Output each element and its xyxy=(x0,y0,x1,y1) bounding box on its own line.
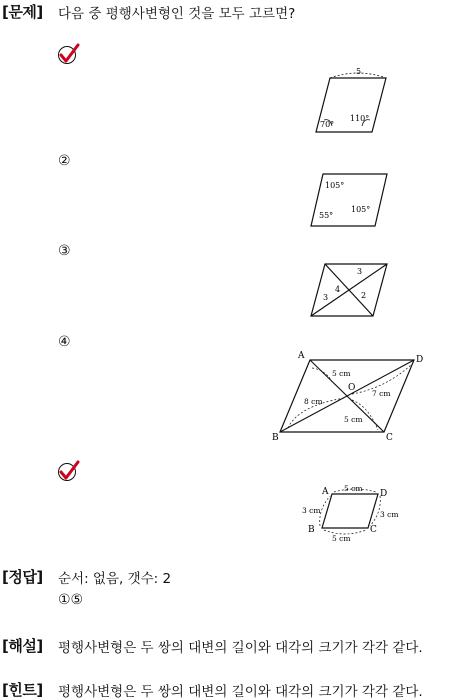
option-5-checkmark[interactable] xyxy=(58,463,76,481)
option-1-checkmark[interactable] xyxy=(58,46,76,64)
option-2-quadrilateral-figure xyxy=(305,168,395,232)
explanation-text: 평행사변형은 두 쌍의 대변의 길이와 대각의 크기가 각각 같다. xyxy=(58,640,423,656)
option-3-label-c: 3 xyxy=(323,293,329,302)
option-4-label-ao: 5 cm xyxy=(332,369,351,378)
option-4-vertex-c: C xyxy=(386,433,393,443)
option-1-angle-right: 110° xyxy=(350,114,370,123)
option-4-center-o: O xyxy=(348,383,356,393)
option-4-vertex-b: B xyxy=(272,433,279,443)
check-icon xyxy=(57,460,81,484)
option-1-angle-left: 70° xyxy=(320,120,335,129)
option-5-label-ab: 3 cm xyxy=(302,506,321,515)
explanation-tag: [해설] xyxy=(2,637,43,655)
option-5-label-ad: 5 cm xyxy=(344,484,363,493)
question-text: 다음 중 평행사변형인 것을 모두 고르면? xyxy=(58,6,296,22)
option-3-label-a: 3 xyxy=(357,267,363,276)
hint-tag: [힌트] xyxy=(2,681,43,699)
option-4-labeled-parallelogram-figure xyxy=(268,348,428,444)
option-1-top-label: 5 xyxy=(356,67,362,76)
option-4-label-bo: 8 cm xyxy=(304,397,323,406)
option-3-marker[interactable]: ③ xyxy=(58,243,71,259)
option-5-vertex-c: C xyxy=(370,525,377,535)
option-3-label-b: 4 xyxy=(335,285,341,294)
option-5-vertex-d: D xyxy=(380,489,388,499)
answer-meta: 순서: 없음, 갯수: 2 xyxy=(58,571,172,587)
option-5-vertex-b: B xyxy=(308,525,315,535)
option-2-top-angle: 105° xyxy=(325,181,345,190)
option-2-marker[interactable]: ② xyxy=(58,153,71,169)
option-5-label-bc: 5 cm xyxy=(332,534,351,543)
option-4-label-oc: 5 cm xyxy=(344,415,363,424)
option-4-vertex-a: A xyxy=(298,351,305,361)
answer-tag: [정답] xyxy=(2,568,43,586)
option-5-label-dc: 3 cm xyxy=(380,510,399,519)
option-4-label-od: 7 cm xyxy=(372,389,391,398)
option-3-label-d: 2 xyxy=(361,291,367,300)
option-4-marker[interactable]: ④ xyxy=(58,334,71,350)
option-5-vertex-a: A xyxy=(322,487,329,497)
option-3-diagonals-figure xyxy=(305,258,395,322)
option-1-parallelogram-figure xyxy=(300,64,400,144)
option-5-labeled-parallelogram-figure xyxy=(298,482,408,546)
check-icon xyxy=(57,43,81,67)
option-2-left-angle: 55° xyxy=(319,211,334,220)
answer-choices: ①⑤ xyxy=(58,592,84,608)
question-tag: [문제] xyxy=(2,3,43,21)
option-2-right-angle: 105° xyxy=(351,205,371,214)
option-4-vertex-d: D xyxy=(416,355,424,365)
hint-text: 평행사변형은 두 쌍의 대변의 길이와 대각의 크기가 각각 같다. xyxy=(58,684,423,700)
